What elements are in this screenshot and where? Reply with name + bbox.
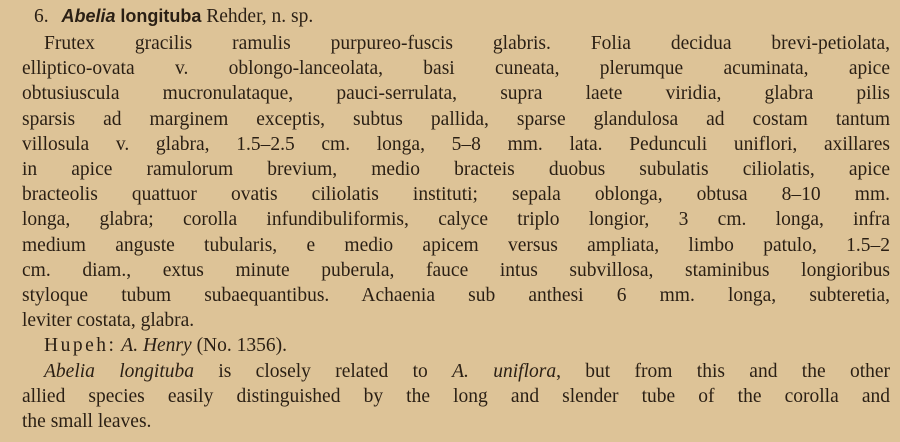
description-line: cm. diam., extus minute puberula, fauce intus subvillosa, staminibus longioribus xyxy=(22,259,890,281)
note-line xyxy=(22,359,890,384)
description-line: in apice ramulorum brevium, medio bracteis duobus subulatis ciliolatis, apice xyxy=(22,159,890,181)
species-number: 6. xyxy=(34,6,49,27)
description-line: villosula v. glabra, 1.5–2.5 cm. longa, 5–8 mm. lata. Pedunculi uniflori, axillares xyxy=(22,133,890,155)
locality-region: Hupeh: xyxy=(44,335,117,357)
species-genus: Abelia xyxy=(61,6,116,26)
description-line: Frutex gracilis ramulis purpureo-fuscis glabris. Folia decidua brevi-petiolata, xyxy=(44,33,890,54)
locality-collector: A. Henry xyxy=(121,335,192,357)
species-epithet: longituba xyxy=(120,6,202,26)
description-line: styloque tubum subaequantibus. Achaenia sub anthesi 6 mm. longa, subteretia, xyxy=(22,285,890,307)
note-line: allied species easily distinguished by the long and slender tube of the corolla and xyxy=(22,385,890,407)
description-line: obtusiuscula mucronulataque, pauci-serrulata, supra laete viridia, glabra pilis xyxy=(22,83,890,105)
latin-description xyxy=(22,31,890,333)
specimen-locality xyxy=(22,333,890,358)
species-heading xyxy=(22,4,890,29)
description-line: leviter costata, glabra. xyxy=(22,310,195,332)
description-line: longa, glabra; corolla infundibuliformis, calyce triplo longior, 3 cm. longa, infra xyxy=(22,209,890,231)
note-text: , but from this and the other xyxy=(556,360,891,382)
description-line: bracteolis quattuor ovatis ciliolatis instituti; sepala oblonga, obtusa 8–10 mm. xyxy=(22,184,890,206)
note-line: the small leaves. xyxy=(22,411,152,433)
note-text: is closely related to xyxy=(194,360,453,382)
note-species-name: Abelia longituba xyxy=(44,360,194,382)
description-line: medium anguste tubularis, e medio apicem versus ampliata, limbo patulo, 1.5–2 xyxy=(22,234,890,256)
locality-number: (No. 1356). xyxy=(196,335,288,357)
english-note xyxy=(22,359,890,435)
description-line: elliptico-ovata v. oblongo-lanceolata, basi cuneata, plerumque acuminata, apice xyxy=(22,58,890,80)
note-related-species: A. uniflora xyxy=(452,360,557,382)
description-line: sparsis ad marginem exceptis, subtus pallida, sparse glandulosa ad costam tantum xyxy=(22,108,890,130)
species-author: Rehder, n. sp. xyxy=(206,6,314,27)
